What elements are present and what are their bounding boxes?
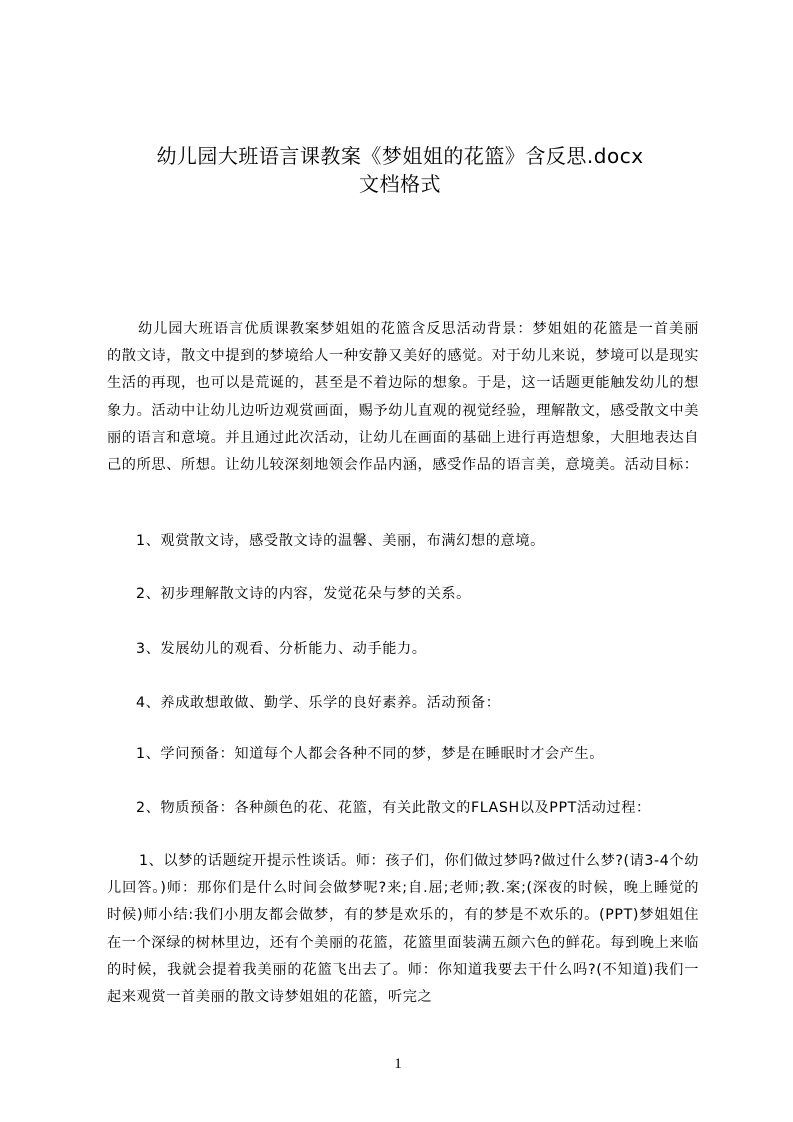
title-line-2: 文档格式 [359, 172, 441, 196]
goal-item-2: 2、初步理解散文诗的内容，发觉花朵与梦的关系。 [136, 586, 471, 602]
prep-item-2: 2、物质预备：各种颜色的花、花篮，有关此散文的FLASH以及PPT活动过程： [136, 800, 651, 816]
title-line-1: 幼儿园大班语言课教案《梦姐姐的花篮》含反思.docx [156, 144, 644, 168]
process-paragraph: 1、以梦的话题绽开提示性谈话。师：孩子们，你们做过梦吗?做过什么梦?(请3-4个幼儿回答。)师：那你们是什么时间会做梦呢?来;自.屈;老师;教.案;(深夜的时候，晚上睡觉的时候)师小结:我们小朋友都会做梦，有的梦是欢乐的，有的梦是不欢乐的。(PPT)梦姐姐住在一个深绿的树林里边，还有个美丽的花篮，花篮里面装满五颜六色的鲜花。每到晚上来临的时候，我就会提着我美丽的花篮飞出去了。师：你知道我要去干什么吗?(不知道)我们一起来观赏一首美丽的散文诗梦姐姐的花篮，听完之 [107, 853, 699, 1006]
goal-item-1: 1、观赏散文诗，感受散文诗的温馨、美丽，布满幻想的意境。 [136, 533, 545, 549]
document-title [100, 142, 700, 198]
goal-item-3: 3、发展幼儿的观看、分析能力、动手能力。 [136, 641, 427, 657]
intro-paragraph: 幼儿园大班语言优质课教案梦姐姐的花篮含反思活动背景：梦姐姐的花篮是一首美丽的散文诗，散文中提到的梦境给人一种安静又美好的感觉。对于幼儿来说，梦境可以是现实生活的再现，也可以是荒诞的，甚至是不着边际的想象。于是，这一话题更能触发幼儿的想象力。活动中让幼儿边听边观赏画面，赐予幼儿直观的视觉经验，理解散文，感受散文中美丽的语言和意境。并且通过此次活动，让幼儿在画面的基础上进行再造想象，大胆地表达自己的所思、所想。让幼儿较深刻地领会作品内涵，感受作品的语言美，意境美。活动目标： [107, 321, 699, 474]
page-number: 1 [394, 1056, 402, 1072]
prep-item-1: 1、学问预备：知道每个人都会各种不同的梦，梦是在睡眠时才会产生。 [136, 746, 605, 762]
goal-item-4: 4、养成敢想敢做、勤学、乐学的良好素养。活动预备： [136, 695, 501, 711]
